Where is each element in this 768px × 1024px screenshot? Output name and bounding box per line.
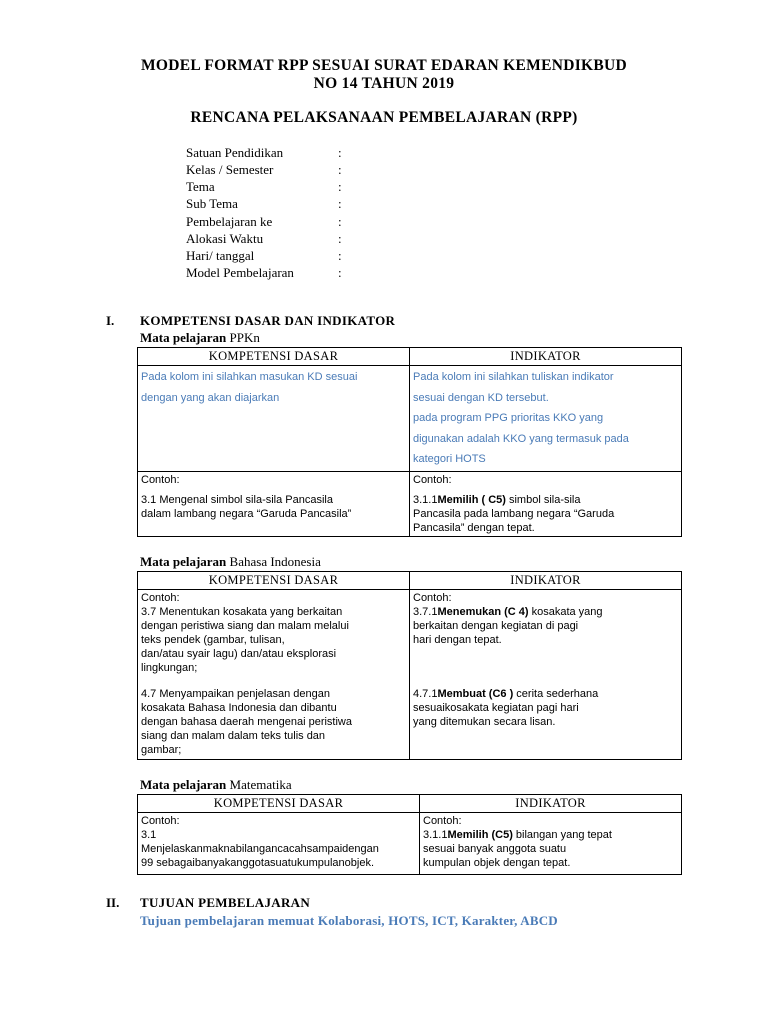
hint-line: Pada kolom ini silahkan tuliskan indikator	[413, 371, 614, 383]
kd-line: dengan peristiwa siang dan malam melalui	[141, 620, 349, 632]
kd-line: siang dan malam dalam teks tulis dan	[141, 730, 326, 742]
identity-colon: :	[338, 196, 342, 211]
subject-name: Bahasa Indonesia	[229, 554, 321, 569]
indicator-line: yang ditemukan secara lisan.	[413, 716, 556, 728]
indicator-line	[413, 605, 678, 619]
indicator-example-cell	[410, 590, 682, 760]
document-subtitle: RENCANA PELAKSANAAN PEMBELAJARAN (RPP)	[190, 109, 578, 126]
bindo-table	[137, 571, 682, 760]
indicator-code: 3.1.1	[423, 829, 448, 841]
hint-line: pada program PPG prioritas KKO yang	[413, 412, 604, 424]
identity-colon: :	[338, 145, 342, 160]
kd-line: Menjelaskanmaknabilangancacahsampaidengan	[141, 843, 379, 855]
identity-label: Alokasi Waktu	[186, 231, 264, 246]
identity-colon: :	[338, 248, 342, 263]
indicator-line: sesuaikosakata kegiatan pagi hari	[413, 702, 579, 714]
identity-colon: :	[338, 162, 342, 177]
kd-line: dan/atau syair lagu) dan/atau eksplorasi	[141, 648, 337, 660]
indicator-line: Pancasila” dengan tepat.	[413, 521, 535, 534]
hint-line: Pada kolom ini silahkan masukan KD sesuai	[141, 371, 358, 383]
indicator-column-header: INDIKATOR	[420, 795, 682, 813]
objective-hint: Tujuan pembelajaran memuat Kolaborasi, HOTS, ICT, Karakter, ABCD	[140, 913, 558, 928]
indicator-code: 4.7.1	[413, 688, 438, 700]
kd-line: dengan bahasa daerah mengenai peristiwa	[141, 716, 352, 728]
identity-colon: :	[338, 231, 342, 246]
subject-heading-bindo	[140, 554, 321, 570]
section-2-number: II.	[106, 895, 120, 910]
subject-prefix: Mata pelajaran	[140, 777, 227, 792]
identity-label: Pembelajaran ke	[186, 214, 273, 229]
kd-line: 3.7 Menentukan kosakata yang berkaitan	[141, 606, 343, 618]
identity-label: Tema	[186, 179, 215, 194]
subject-name: Matematika	[229, 777, 292, 792]
indicator-line: hari dengan tepat.	[413, 634, 502, 646]
kd-line: gambar;	[141, 744, 182, 756]
identity-label: Kelas / Semester	[186, 162, 274, 177]
indicator-code: 3.1.1	[413, 493, 438, 506]
identity-colon: :	[338, 179, 342, 194]
hint-line: sesuai dengan KD tersebut.	[413, 391, 549, 404]
identity-label: Sub Tema	[186, 196, 238, 211]
kd-line: 4.7 Menyampaikan penjelasan dengan	[141, 688, 330, 700]
identity-label: Satuan Pendidikan	[186, 145, 284, 160]
kd-example-cell	[138, 813, 420, 875]
section-1-number: I.	[106, 313, 115, 328]
kd-example-cell	[138, 471, 410, 536]
subject-prefix: Mata pelajaran	[140, 554, 227, 569]
indicator-rest: simbol sila-sila	[505, 493, 581, 506]
example-label: Contoh:	[141, 473, 180, 486]
example-label: Contoh:	[423, 815, 462, 827]
section-2-title: TUJUAN PEMBELAJARAN	[140, 895, 311, 910]
kd-hint-cell	[138, 366, 410, 472]
indicator-verb: Memilih ( C5)	[437, 493, 506, 506]
identity-colon: :	[338, 265, 342, 280]
indicator-hint-cell	[410, 366, 682, 472]
subject-prefix: Mata pelajaran	[140, 330, 227, 345]
subject-heading-ppkn	[140, 330, 260, 346]
identity-label: Hari/ tanggal	[186, 248, 255, 263]
kd-line: kosakata Bahasa Indonesia dan dibantu	[141, 702, 337, 714]
indicator-line	[423, 828, 678, 842]
indicator-verb: Memilih (C5)	[447, 829, 513, 841]
identity-colon: :	[338, 214, 342, 229]
example-label: Contoh:	[413, 473, 452, 486]
kd-line: teks pendek (gambar, tulisan,	[141, 634, 285, 646]
indicator-rest: cerita sederhana	[513, 688, 599, 700]
example-label: Contoh:	[413, 592, 452, 604]
ppkn-table	[137, 347, 682, 537]
indicator-line	[413, 493, 678, 507]
subject-heading-mtk	[140, 777, 292, 793]
subject-name: PPKn	[229, 330, 260, 345]
identity-label: Model Pembelajaran	[186, 265, 294, 280]
document-title-line-1: MODEL FORMAT RPP SESUAI SURAT EDARAN KEMENDIKBUD	[140, 57, 628, 74]
indicator-example-cell	[410, 471, 682, 536]
indicator-line: kumpulan objek dengan tepat.	[423, 857, 571, 869]
kd-line: 99 sebagaibanyakanggotasuatukumpulanobjek.	[141, 857, 375, 869]
kd-line: lingkungan;	[141, 662, 198, 674]
kd-column-header: KOMPETENSI DASAR	[138, 348, 410, 366]
mtk-table	[137, 794, 682, 875]
indicator-verb: Menemukan (C 4)	[437, 606, 529, 618]
indicator-rest: kosakata yang	[528, 606, 603, 618]
kd-line: dalam lambang negara “Garuda Pancasila”	[141, 507, 352, 520]
kd-column-header: KOMPETENSI DASAR	[138, 795, 420, 813]
section-1-title: KOMPETENSI DASAR DAN INDIKATOR	[140, 313, 396, 328]
indicator-example-cell	[420, 813, 682, 875]
kd-line: 3.1	[141, 829, 157, 841]
hint-line: kategori HOTS	[413, 453, 486, 465]
document-title-line-2: NO 14 TAHUN 2019	[313, 75, 455, 92]
indicator-line: berkaitan dengan kegiatan di pagi	[413, 620, 579, 632]
indicator-verb: Membuat (C6 )	[437, 688, 514, 700]
kd-example-cell	[138, 590, 410, 760]
kd-line: 3.1 Mengenal simbol sila-sila Pancasila	[141, 493, 333, 506]
indicator-line: Pancasila pada lambang negara “Garuda	[413, 507, 615, 520]
hint-line: dengan yang akan diajarkan	[141, 391, 280, 404]
kd-column-header: KOMPETENSI DASAR	[138, 572, 410, 590]
indicator-code: 3.7.1	[413, 606, 438, 618]
indicator-column-header: INDIKATOR	[410, 348, 682, 366]
example-label: Contoh:	[141, 815, 180, 827]
hint-line: digunakan adalah KKO yang termasuk pada	[413, 432, 629, 445]
example-label: Contoh:	[141, 592, 180, 604]
indicator-rest: bilangan yang tepat	[512, 829, 612, 841]
indicator-column-header: INDIKATOR	[410, 572, 682, 590]
indicator-line	[413, 687, 678, 701]
indicator-line: sesuai banyak anggota suatu	[423, 843, 567, 855]
